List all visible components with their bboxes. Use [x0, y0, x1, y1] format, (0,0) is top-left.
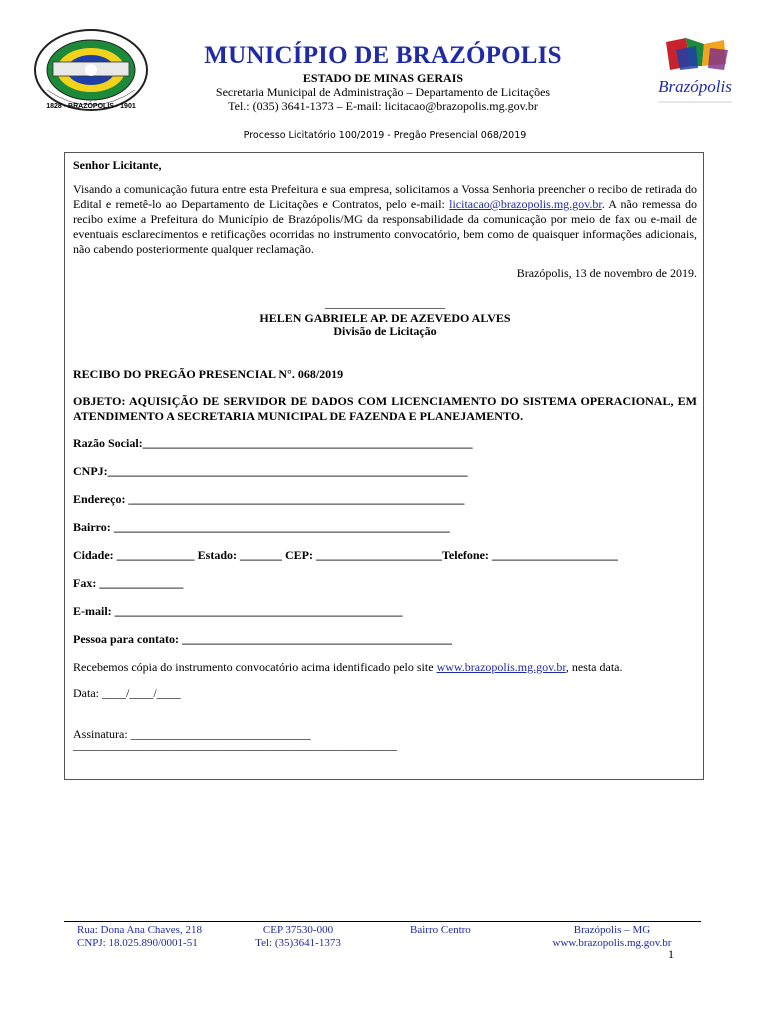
footer-contact — [248, 924, 348, 950]
footer-divider — [64, 921, 701, 922]
receipt-object: OBJETO: AQUISIÇÃO DE SERVIDOR DE DADOS COM LICENCIAMENTO DO SISTEMA OPERACIONAL, EM ATENDIMENTO A SECRETARIA MUNICIPAL DE FAZENDA E PLANEJAMENTO. — [73, 394, 697, 423]
signature-field[interactable]: Assinatura: ______________________________ — [73, 727, 311, 741]
cidade-estado-cep-telefone-field[interactable]: Cidade: _____________ Estado: _______ CEP: _____________________Telefone: _____________________ — [73, 548, 618, 562]
copy-received-line — [73, 660, 697, 675]
process-reference: Processo Licitatório 100/2019 - Pregão Presencial 068/2019 — [243, 130, 527, 141]
paragraph-part2: . A não remessa do recibo exime a Prefeitura do Município de Brazópolis/MG da responsabilidade da comunicação por meio de fax ou e-mail de eventuais esclarecimentos e retificações ocorridas no instrumento convocatório, bem como de quaisquer informações adicionais, não cabendo posteriormente qualquer reclamação. — [73, 197, 697, 256]
secretaria-line: Secretaria Municipal de Administração – Departamento de Licitações — [215, 85, 551, 99]
cnpj-field[interactable]: CNPJ:____________________________________________________________ — [73, 464, 468, 478]
copy-part1: Recebemos cópia do instrumento convocatório acima identificado pelo site — [73, 660, 437, 674]
footer-street: Rua: Dona Ana Chaves, 218 — [77, 924, 202, 936]
signature-line: ____________________ — [325, 296, 445, 310]
greeting: Senhor Licitante, — [73, 158, 162, 172]
letterhead — [150, 42, 616, 113]
signature-field-line2: ______________________________________________________ — [73, 738, 397, 752]
footer-city-state: Brazópolis – MG — [573, 924, 651, 936]
date-field[interactable]: Data: ____/____/____ — [73, 686, 181, 700]
footer-bairro: Bairro Centro — [410, 924, 471, 936]
fax-field[interactable]: Fax: ______________ — [73, 576, 184, 590]
footer-address — [77, 924, 202, 950]
bairro-field[interactable]: Bairro: ________________________________________________________ — [73, 520, 450, 534]
page-number: 1 — [668, 947, 674, 961]
email-link[interactable]: licitacao@brazopolis.mg.gov.br — [449, 197, 602, 211]
copy-part2: , nesta data. — [565, 660, 623, 674]
contact-line: Tel.: (035) 3641-1373 – E-mail: licitacao@brazopolis.mg.gov.br — [228, 99, 538, 113]
email-field[interactable]: E-mail: ________________________________________________ — [73, 604, 403, 618]
receipt-title: RECIBO DO PREGÃO PRESENCIAL N°. 068/2019 — [73, 367, 344, 381]
letter-date: Brazópolis, 13 de novembro de 2019. — [516, 266, 697, 280]
state-subtitle: ESTADO DE MINAS GERAIS — [302, 71, 464, 85]
signer-role: Divisão de Licitação — [333, 324, 437, 338]
logo-text: Brazópolis — [658, 77, 732, 96]
endereco-field[interactable]: Endereço: ________________________________________________________ — [73, 492, 465, 506]
footer-cep: CEP 37530-000 — [262, 924, 334, 936]
contact-person-field[interactable]: Pessoa para contato: _____________________________________________ — [73, 632, 452, 646]
footer-district — [410, 924, 471, 937]
paragraph-part1: Visando a comunicação futura entre esta Prefeitura e sua empresa, solicitamos a Vossa Senhoria preencher o recibo de retirada do Edital e remetê-lo ao Departamento de Licitações e Contratos, pelo e-mail: — [73, 182, 697, 211]
crest-text: 1828 - BRAZÓPOLIS - 1901 — [46, 103, 136, 110]
footer-website[interactable]: www.brazopolis.mg.gov.br — [552, 937, 672, 949]
website-link[interactable]: www.brazopolis.mg.gov.br — [436, 660, 566, 674]
city-brand-logo — [652, 36, 738, 108]
footer-cnpj: CNPJ: 18.025.890/0001-51 — [77, 937, 198, 949]
signer-name: HELEN GABRIELE AP. DE AZEVEDO ALVES — [259, 311, 511, 325]
page-title: MUNICÍPIO DE BRAZÓPOLIS — [204, 42, 562, 69]
footer-tel: Tel: (35)3641-1373 — [255, 937, 341, 949]
letter-paragraph — [73, 182, 697, 257]
municipal-crest-logo — [33, 28, 149, 112]
razao-social-field[interactable]: Razão Social:_______________________________________________________ — [73, 436, 473, 450]
